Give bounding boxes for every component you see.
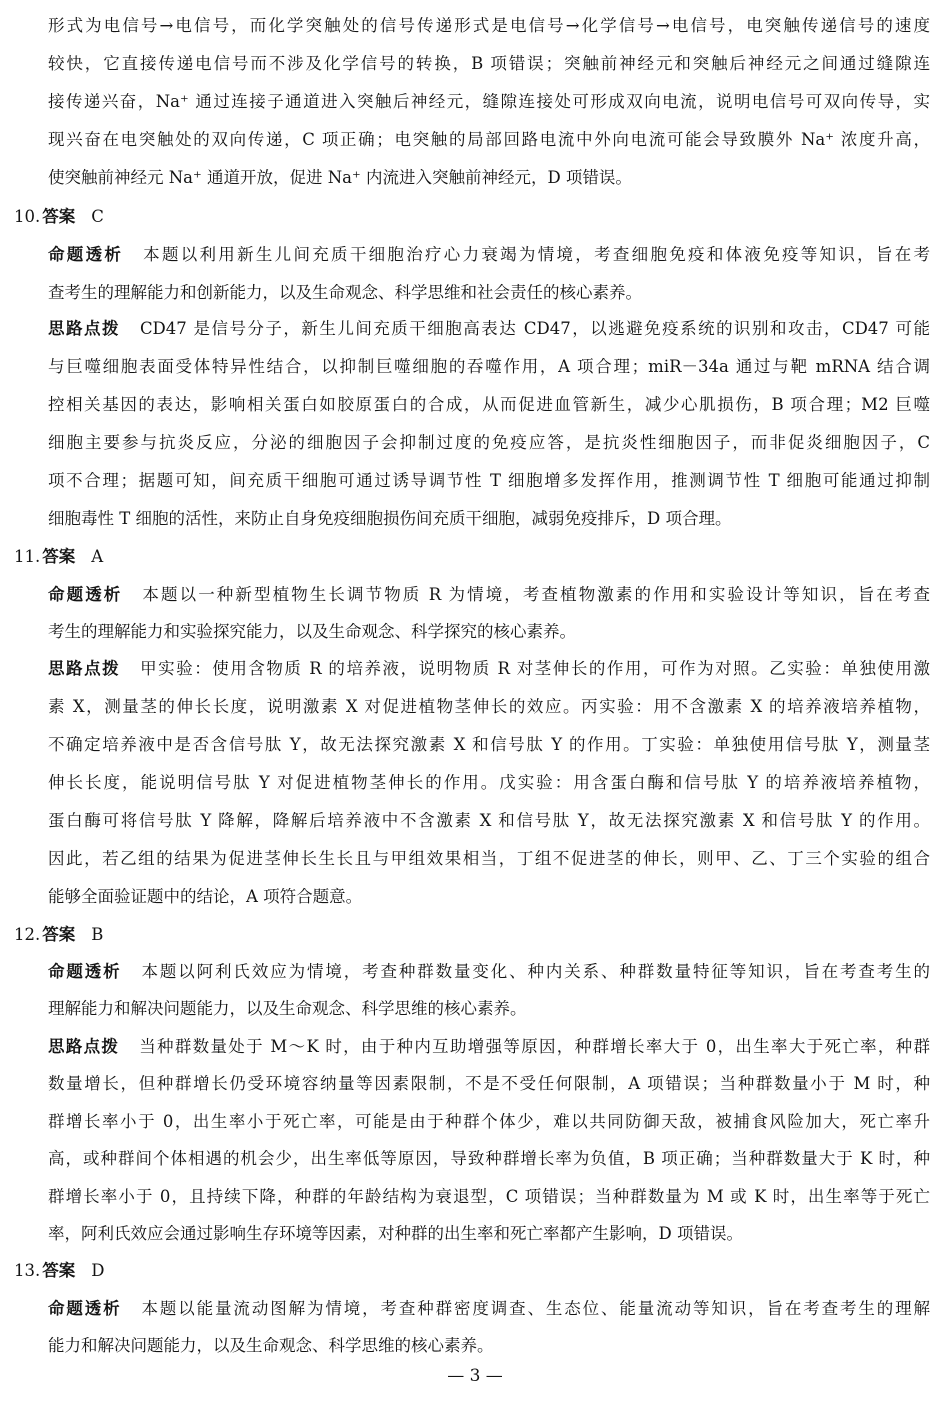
analysis-label: 命题透析 [48,585,123,604]
hint-line [48,657,930,681]
hint-line: 项不合理；据题可知，间充质干细胞可通过诱导调节性 T 细胞增多发挥作用，推测调节性 T 细胞可能通过抑制 [48,471,930,490]
hint-text: 当种群数量处于 M～K 时，由于种内互助增强等原因，种群增长率大于 0，出生率大于死亡率，种群 [139,1037,930,1056]
answer-value: C [91,207,104,226]
analysis-line [48,243,930,267]
question-number: 12. [14,925,41,944]
hint-line: 伸长长度，能说明信号肽 Y 对促进植物茎伸长的作用。戊实验：用含蛋白酶和信号肽 Y 的培养液培养植物， [48,773,930,792]
hint-text: CD47 是信号分子，新生儿间充质干细胞高表达 CD47，以逃避免疫系统的识别和攻击，CD47 可能 [139,319,930,338]
analysis-line [48,1297,930,1321]
answer-value: B [91,925,104,944]
hint-line: 高，或种群间个体相遇的机会少，出生率低等原因，导致种群增长率为负值，B 项正确；当种群数量大于 K 时，种 [48,1149,930,1168]
question-number: 11. [14,547,41,566]
analysis-line: 理解能力和解决问题能力，以及生命观念、科学思维的核心素养。 [48,999,527,1018]
analysis-label: 命题透析 [48,1299,122,1318]
answer-label: 答案 [42,1261,76,1280]
hint-line: 蛋白酶可将信号肽 Y 降解，降解后培养液中不含激素 X 和信号肽 Y，故无法探究激素 X 和信号肽 Y 的作用。 [48,811,930,830]
intro-line: 使突触前神经元 Na⁺ 通道开放，促进 Na⁺ 内流进入突触前神经元，D 项错误。 [48,168,632,187]
analysis-text: 本题以一种新型植物生长调节物质 R 为情境，考查植物激素的作用和实验设计等知识，旨在考查 [142,585,930,604]
hint-line [48,317,930,341]
analysis-line [48,583,930,607]
answer-row-10 [14,205,104,229]
analysis-line: 能力和解决问题能力，以及生命观念、科学思维的核心素养。 [48,1336,494,1355]
hint-line: 群增长率小于 0，且持续下降，种群的年龄结构为衰退型，C 项错误；当种群数量为 M 或 K 时，出生率等于死亡 [48,1187,930,1206]
hint-line: 控相关基因的表达，影响相关蛋白如胶原蛋白的合成，从而促进血管新生，减少心肌损伤，B 项合理；M2 巨噬 [48,395,930,414]
page-number: — 3 — [447,1366,503,1386]
hint-label: 思路点拨 [48,319,120,338]
hint-line: 率，阿利氏效应会通过影响生存环境等因素，对种群的出生率和死亡率都产生影响，D 项错误。 [48,1224,743,1243]
intro-line: 形式为电信号→电信号，而化学突触处的信号传递形式是电信号→化学信号→电信号，电突触传递信号的速度 [48,16,930,35]
intro-line: 较快，它直接传递电信号而不涉及化学信号的转换，B 项错误；突触前神经元和突触后神经元之间通过缝隙连 [48,54,930,73]
answer-row-13 [14,1259,104,1283]
hint-line: 数量增长，但种群增长仍受环境容纳量等因素限制，不是不受任何限制，A 项错误；当种群数量小于 M 时，种 [48,1074,930,1093]
hint-line: 能够全面验证题中的结论，A 项符合题意。 [48,887,363,906]
hint-text: 甲实验：使用含物质 R 的培养液，说明物质 R 对茎伸长的作用，可作为对照。乙实验：单独使用激 [140,659,930,678]
intro-line: 现兴奋在电突触处的双向传递，C 项正确；电突触的局部回路电流中外向电流可能会导致膜外 Na⁺ 浓度升高， [48,130,930,149]
hint-line: 细胞毒性 T 细胞的活性，来防止自身免疫细胞损伤间充质干细胞，减弱免疫排斥，D 项合理。 [48,509,732,528]
answer-label: 答案 [42,207,76,226]
question-number: 13. [14,1261,41,1280]
analysis-text: 本题以利用新生儿间充质干细胞治疗心力衰竭为情境，考查细胞免疫和体液免疫等知识，旨在考 [143,245,930,264]
hint-label: 思路点拨 [48,1037,120,1056]
analysis-line [48,960,930,984]
hint-line [48,1035,930,1059]
hint-line: 因此，若乙组的结果为促进茎伸长生长且与甲组效果相当，丁组不促进茎的伸长，则甲、乙、丁三个实验的组合 [48,849,930,868]
analysis-line: 考生的理解能力和实验探究能力，以及生命观念、科学探究的核心素养。 [48,622,576,641]
analysis-label: 命题透析 [48,245,124,264]
analysis-label: 命题透析 [48,962,122,981]
hint-label: 思路点拨 [48,659,121,678]
answer-value: D [91,1261,105,1280]
answer-row-11 [14,545,103,569]
answer-value: A [91,547,104,566]
analysis-line: 查考生的理解能力和创新能力，以及生命观念、科学思维和社会责任的核心素养。 [48,283,642,302]
hint-line: 不确定培养液中是否含信号肽 Y，故无法探究激素 X 和信号肽 Y 的作用。丁实验：单独使用信号肽 Y，测量茎 [48,735,930,754]
answer-label: 答案 [42,925,76,944]
hint-line: 群增长率小于 0，出生率小于死亡率，可能是由于种群个体少，难以共同防御天敌，被捕食风险加大，死亡率升 [48,1112,930,1131]
analysis-text: 本题以能量流动图解为情境，考查种群密度调查、生态位、能量流动等知识，旨在考查考生的理解 [141,1299,930,1318]
intro-line: 接传递兴奋，Na⁺ 通过连接子通道进入突触后神经元，缝隙连接处可形成双向电流，说明电信号可双向传导，实 [48,92,930,111]
hint-line: 与巨噬细胞表面受体特异性结合，以抑制巨噬细胞的吞噬作用，A 项合理；miR－34a 通过与靶 mRNA 结合调 [48,357,930,376]
analysis-text: 本题以阿利氏效应为情境，考查种群数量变化、种内关系、种群数量特征等知识，旨在考查考生的 [141,962,930,981]
hint-line: 细胞主要参与抗炎反应，分泌的细胞因子会抑制过度的免疫应答，是抗炎性细胞因子，而非促炎细胞因子，C [48,433,930,452]
question-number: 10. [14,207,41,226]
hint-line: 素 X，测量茎的伸长长度，说明激素 X 对促进植物茎伸长的效应。丙实验：用不含激素 X 的培养液培养植物， [48,697,930,716]
answer-row-12 [14,923,103,947]
answer-label: 答案 [42,547,76,566]
